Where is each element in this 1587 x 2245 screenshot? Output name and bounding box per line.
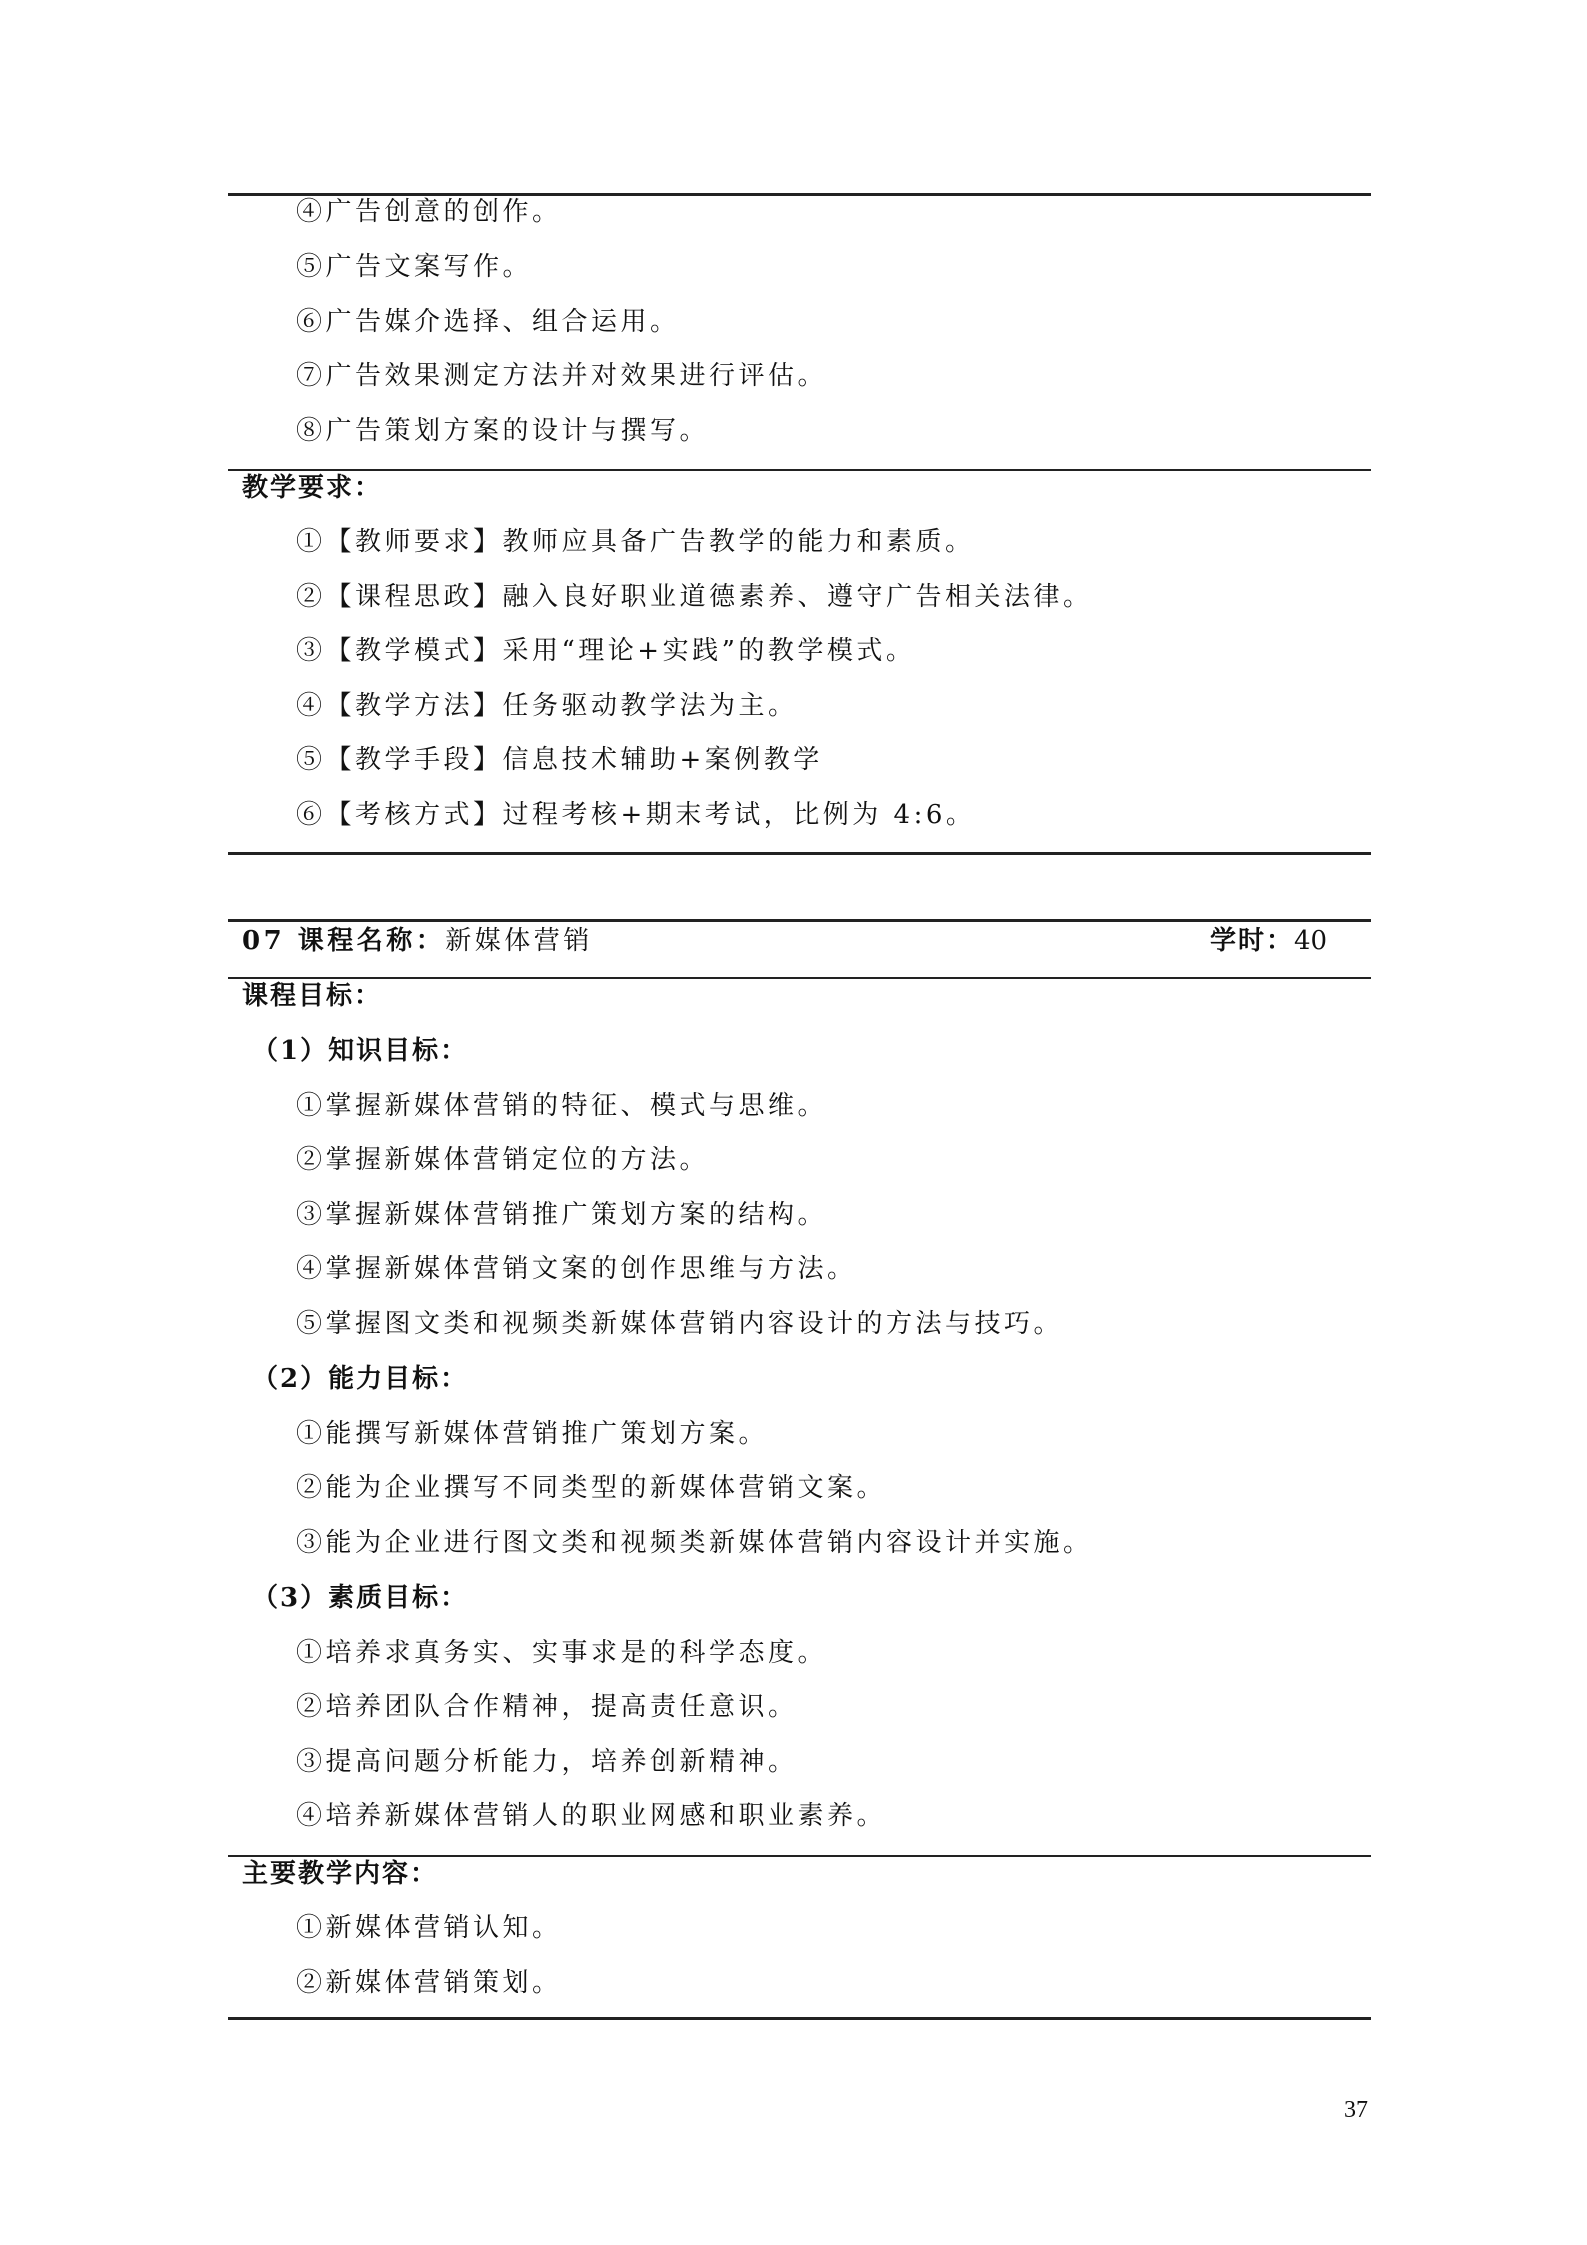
course-hours — [1210, 926, 1327, 956]
knowledge-item: ⑤掌握图文类和视频类新媒体营销内容设计的方法与技巧。 — [296, 1309, 1064, 1339]
quality-item: ④培养新媒体营销人的职业网感和职业素养。 — [296, 1801, 887, 1831]
knowledge-item: ③掌握新媒体营销推广策划方案的结构。 — [296, 1200, 828, 1230]
knowledge-item: ②掌握新媒体营销定位的方法。 — [296, 1145, 710, 1175]
ability-item: ②能为企业撰写不同类型的新媒体营销文案。 — [296, 1473, 887, 1503]
top-table-border — [228, 193, 1371, 196]
course-table-bottom-border — [228, 2017, 1371, 2020]
course-hours-label: 学时： — [1210, 926, 1295, 956]
course-name-label: 07 课程名称： — [242, 926, 446, 956]
requirement-item: ①【教师要求】教师应具备广告教学的能力和素质。 — [296, 527, 975, 557]
quality-item: ③提高问题分析能力，培养创新精神。 — [296, 1747, 798, 1777]
requirement-item: ⑤【教学手段】信息技术辅助+案例教学 — [296, 745, 823, 775]
course-table-top-border — [228, 919, 1371, 922]
knowledge-item: ①掌握新媒体营销的特征、模式与思维。 — [296, 1091, 828, 1121]
requirement-item: ④【教学方法】任务驱动教学法为主。 — [296, 691, 798, 721]
quality-item: ①培养求真务实、实事求是的科学态度。 — [296, 1638, 828, 1668]
requirement-item: ③【教学模式】采用“理论+实践”的教学模式。 — [296, 636, 916, 666]
content-heading: 主要教学内容： — [242, 1859, 439, 1889]
ability-heading: （2）能力目标： — [252, 1364, 469, 1394]
requirements-heading: 教学要求： — [242, 473, 383, 503]
requirement-item: ⑥【考核方式】过程考核+期末考试，比例为 4:6。 — [296, 800, 976, 830]
course-name-value: 新媒体营销 — [445, 926, 593, 956]
content-item: ⑥广告媒介选择、组合运用。 — [296, 307, 680, 337]
course-hours-value: 40 — [1294, 926, 1328, 956]
quality-item: ②培养团队合作精神，提高责任意识。 — [296, 1692, 798, 1722]
content-item: ⑦广告效果测定方法并对效果进行评估。 — [296, 361, 828, 391]
content-item: ①新媒体营销认知。 — [296, 1913, 562, 1943]
quality-heading: （3）素质目标： — [252, 1583, 469, 1613]
knowledge-heading: （1）知识目标： — [252, 1036, 469, 1066]
requirement-item: ②【课程思政】融入良好职业道德素养、遵守广告相关法律。 — [296, 582, 1093, 612]
content-item: ⑧广告策划方案的设计与撰写。 — [296, 416, 710, 446]
knowledge-item: ④掌握新媒体营销文案的创作思维与方法。 — [296, 1254, 857, 1284]
content-item: ④广告创意的创作。 — [296, 197, 562, 227]
goals-heading: 课程目标： — [242, 981, 383, 1011]
row-divider — [228, 977, 1371, 979]
row-divider — [228, 469, 1371, 471]
course-name — [242, 926, 593, 956]
content-item: ⑤广告文案写作。 — [296, 252, 533, 282]
ability-item: ③能为企业进行图文类和视频类新媒体营销内容设计并实施。 — [296, 1528, 1093, 1558]
ability-item: ①能撰写新媒体营销推广策划方案。 — [296, 1419, 769, 1449]
table-bottom-border — [228, 852, 1371, 855]
content-item: ②新媒体营销策划。 — [296, 1968, 562, 1998]
page-number: 37 — [1344, 2097, 1368, 2123]
row-divider — [228, 1855, 1371, 1857]
